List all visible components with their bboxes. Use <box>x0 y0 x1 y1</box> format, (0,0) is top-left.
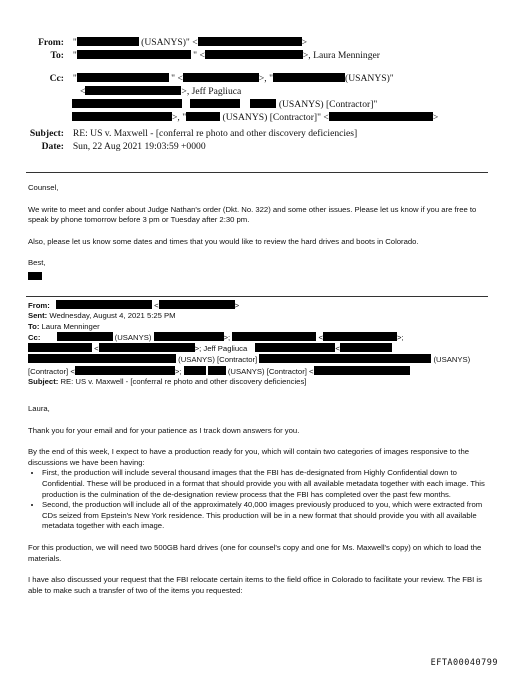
cc-label: Cc: <box>49 73 64 84</box>
redaction <box>323 332 397 341</box>
paragraph: By the end of this week, I expect to have a production ready for you, which will contain two categories of images responsive to the discussions we have been having: <box>28 447 469 467</box>
document-id: EFTA00040799 <box>430 658 498 668</box>
paragraph: I have also discussed your request that the FBI relocate certain items to the field office in Colorado to facilitate your review. The FBI is able to make such a transfer of two of the items you requested: <box>28 575 482 595</box>
fwd-cc-row-4: [Contractor] < >; (USANYS) [Contractor] < <box>28 366 488 377</box>
fwd-sent-row: Sent: Wednesday, August 4, 2021 5:25 PM <box>28 311 176 321</box>
redaction <box>259 354 431 363</box>
header-cc-row-4: >, " (USANYS) [Contractor]" < > <box>72 111 438 124</box>
redaction <box>340 343 392 352</box>
header-to-row: To: " " < >, Laura Menninger <box>18 49 380 62</box>
date-text: Sun, 22 Aug 2021 19:03:59 +0000 <box>72 141 206 152</box>
redaction <box>314 366 410 375</box>
fwd-from-row: From: < > <box>28 301 240 310</box>
redaction <box>183 73 259 82</box>
forwarded-header <box>28 300 488 387</box>
redaction <box>250 99 276 108</box>
header-cc-row-3: (USANYS) [Contractor]" <box>72 98 377 111</box>
header-date-row <box>18 140 206 153</box>
list-item: • Second, the production will include all of the approximately 40,000 images previously produced to you, which were extracted from CDs seized from Epstein's New York residence. This production will be in a new format that should provide you with all available metadata together with each image. <box>42 500 486 532</box>
redaction <box>255 343 335 352</box>
redaction <box>56 300 152 309</box>
header-subject-row <box>18 127 357 140</box>
email-body-2 <box>28 404 486 596</box>
greeting: Laura, <box>28 404 50 413</box>
fwd-subject-row: Subject: RE: US v. Maxwell - [conferral re photo and other discovery deficiencies] <box>28 377 307 387</box>
redaction <box>57 332 113 341</box>
bullet-list <box>28 468 486 532</box>
signoff: Best, <box>28 258 46 268</box>
fwd-to-row: To: Laura Menninger <box>28 321 100 331</box>
redaction <box>208 366 226 375</box>
paragraph: Also, please let us know some dates and times that you would like to review the hard drives and boots in Colorado. <box>28 236 419 246</box>
redaction <box>28 272 42 280</box>
header-divider <box>26 172 488 173</box>
redaction <box>184 366 206 375</box>
fwd-cc-row: Cc: (USANYS) >; < >; <box>28 332 404 342</box>
to-label: To: <box>50 50 64 61</box>
redaction <box>329 112 433 121</box>
redaction <box>154 332 224 341</box>
subject-text: RE: US v. Maxwell - [conferral re photo and other discovery deficiencies] <box>72 128 358 139</box>
from-label: From: <box>38 37 64 48</box>
redaction <box>72 99 182 108</box>
fwd-cc-row-2: < >; Jeff Pagliuca < <box>28 343 488 354</box>
subject-label: Subject: <box>29 128 64 139</box>
redaction <box>232 332 316 341</box>
fwd-cc-row-3: (USANYS) [Contractor] (USANYS) <box>28 354 488 365</box>
redaction <box>77 37 139 46</box>
paragraph: We write to meet and confer about Judge Nathan's order (Dkt. No. 322) and some other issues. Please let us know if you are free to speak by phone tomorrow before 3 pm or Tuesday after 2:30 pm. <box>28 204 477 225</box>
redaction <box>75 366 175 375</box>
redaction <box>99 343 195 352</box>
redaction <box>85 86 181 95</box>
email-body-1 <box>28 183 486 283</box>
greeting: Counsel, <box>28 183 59 192</box>
paragraph: Thank you for your email and for your patience as I track down answers for you. <box>28 425 300 435</box>
redaction <box>77 73 169 82</box>
redaction <box>72 112 172 121</box>
date-label: Date: <box>41 141 64 152</box>
forward-divider <box>26 296 488 297</box>
header-cc-row: Cc: " " < >, " (USANYS)" <box>18 72 394 85</box>
header-cc-row-2: < >, Jeff Pagliuca <box>80 86 242 97</box>
redaction <box>190 99 240 108</box>
redaction <box>159 300 235 309</box>
redaction <box>28 343 92 352</box>
header-from-row: From: " (USANYS)" < > <box>18 36 307 49</box>
list-item: • First, the production will include several thousand images that the FBI has de-designated from Highly Confidential down to Confidential. These will be produced in a format that should provide you with all available metadata together with each image. This production is the culmination of the de-designation review process that the FBI has completed over the past few months. <box>42 468 486 500</box>
paragraph: For this production, we will need two 500GB hard drives (one for counsel's copy and one for Ms. Maxwell's copy) on which to load the materials. <box>28 542 482 563</box>
redaction <box>28 354 176 363</box>
redaction <box>273 73 345 82</box>
redaction <box>186 112 220 121</box>
redaction <box>205 50 303 59</box>
redaction <box>198 37 302 46</box>
redaction <box>77 50 191 59</box>
